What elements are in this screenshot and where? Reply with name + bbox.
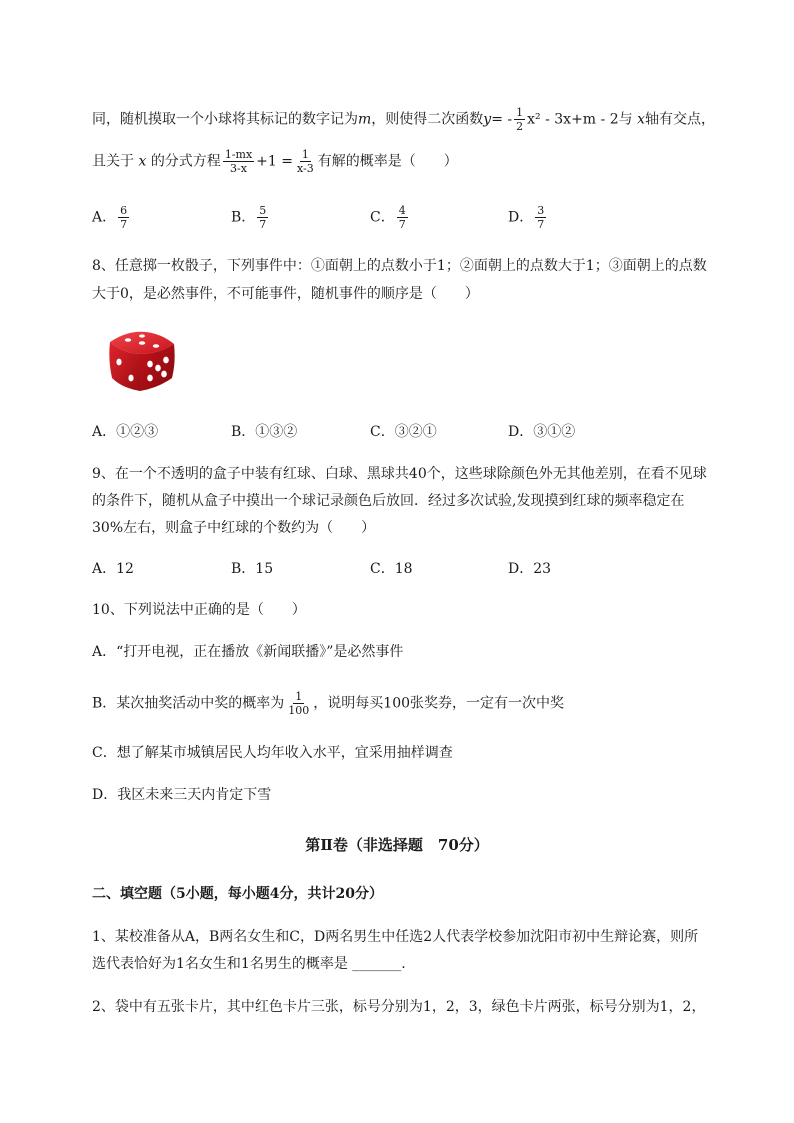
q9-option-d: D．23 [508, 561, 552, 577]
var-x: x [637, 111, 645, 128]
part2-heading: 二、填空题（5小题，每小题4分，共计20分） [92, 886, 383, 902]
q7-text: ，则使得二次函数 [371, 111, 484, 128]
q7-option-c: C． $\frac{4}{7}$ [370, 204, 406, 231]
fill1-line1: 1、某校准备从A，B两名女生和C，D两名男生中任选2人代表学校参加沈阳市初中生辩论赛，则所 [92, 929, 699, 945]
q7-text: +1 = [256, 153, 293, 170]
func-expression: x² - 3x+m - 2 [527, 111, 619, 128]
q9-option-b: B．15 [231, 561, 274, 577]
q8-option-d: D．③①② [508, 424, 576, 440]
q7-line1 [92, 106, 715, 133]
q10-option-c: C．想了解某市城镇居民人均年收入水平，宜采用抽样调查 [92, 745, 453, 761]
fraction-equation-right: $\frac{1}{x-3}$ [297, 148, 314, 175]
q9-line3: 30%左右，则盒子中红球的个数约为（ ） [92, 520, 376, 536]
q8-option-c: C．③②① [370, 424, 437, 440]
q7-text: = - [491, 111, 513, 128]
q8-option-b: B．①③② [231, 424, 298, 440]
var-y: y [483, 111, 492, 128]
q7-text: 的分式方程 [150, 153, 221, 170]
q9-option-a: A．12 [92, 561, 134, 577]
q10-option-a: A．“打开电视，正在播放《新闻联播》”是必然事件 [92, 644, 404, 660]
q8-line1: 8、任意掷一枚骰子，下列事件中：①面朝上的点数小于1；②面朝上的点数大于1；③面朝上的点数 [92, 258, 707, 274]
q7-text: 与 [618, 111, 633, 128]
q7-text: 有解的概率是（ ） [317, 153, 458, 170]
q7-line2 [92, 148, 458, 175]
q7-option-b: B． $\frac{5}{7}$ [231, 204, 267, 231]
q10-stem: 10、下列说法中正确的是（ ） [92, 602, 306, 618]
q9-line1: 9、在一个不透明的盒子中装有红球、白球、黑球共40个，这些球除颜色外无其他差别，在看不见球 [92, 466, 707, 482]
q7-option-d: D． $\frac{3}{7}$ [508, 204, 545, 231]
q9-option-c: C．18 [370, 561, 413, 577]
fraction-equation-left: $\frac{1-mx}{3-x}$ [224, 148, 253, 175]
fraction-half: $\frac{1}{2}$ [516, 106, 524, 133]
q7-option-a: A． $\frac{6}{7}$ [92, 204, 128, 231]
q9-line2: 的条件下，随机从盒子中摸出一个球记录颜色后放回．经过多次试验,发现摸到红球的频率稳定在 [92, 493, 685, 509]
q8-line2: 大于0，是必然事件，不可能事件，随机事件的顺序是（ ） [92, 286, 479, 302]
q7-text: 同，随机摸取一个小球将其标记的数字记为 [92, 111, 358, 128]
q10-option-d: D．我区未来三天内肯定下雪 [92, 787, 272, 803]
q7-text: 且关于 [92, 153, 134, 170]
q8-option-a: A．①②③ [92, 424, 159, 440]
section-title: 第Ⅱ卷（非选择题 70分） [305, 836, 489, 854]
var-m: m [358, 111, 372, 128]
q10-option-b: B．某次抽奖活动中奖的概率为 $\frac{1}{100}$ ，说明每买100张奖券，一定有一次中奖 [92, 690, 565, 717]
var-x: x [138, 153, 147, 170]
fill2-line1: 2、袋中有五张卡片，其中红色卡片三张，标号分别为1，2，3，绿色卡片两张，标号分别为1，2， [92, 999, 706, 1015]
q7-text: 轴有交点， [644, 111, 715, 128]
fill1-line2: 选代表恰好为1名女生和1名男生的概率是 _______. [92, 956, 406, 972]
dice-image [106, 328, 178, 394]
fraction-one-hundredth: $\frac{1}{100}$ [288, 690, 310, 717]
